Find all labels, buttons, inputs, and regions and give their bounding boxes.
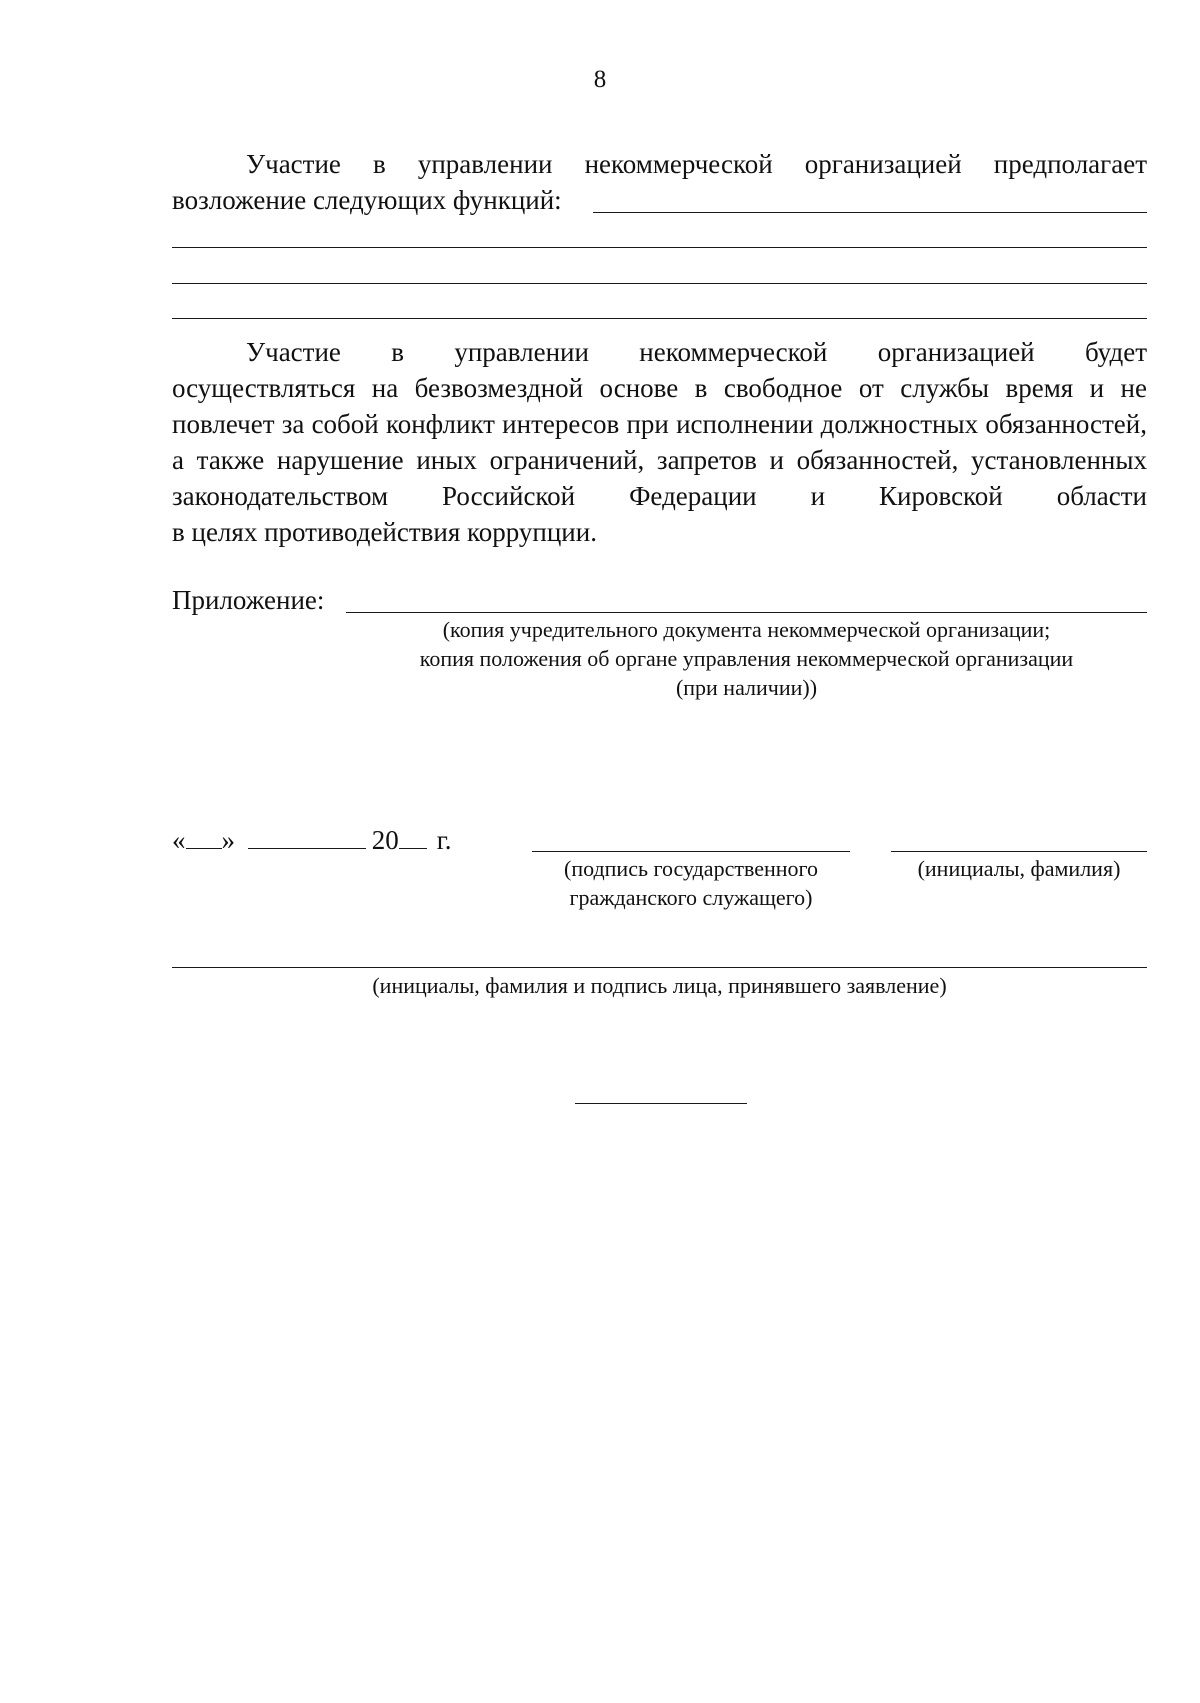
functions-paragraph [172, 146, 1147, 182]
date-year-blank[interactable] [399, 824, 427, 849]
functions-blank-line-1[interactable] [593, 212, 1147, 213]
official-caption-line2: гражданского служащего) [569, 885, 813, 910]
date-open-quote: « [172, 825, 186, 855]
participation-first-line: Участие в управлении некоммерческой организацией будет [246, 337, 1147, 367]
participation-body [172, 370, 1147, 514]
attachment-blank-line[interactable] [346, 612, 1147, 613]
date-year-prefix: 20 [371, 825, 399, 855]
official-signature-caption [520, 854, 862, 912]
date-close-quote: » [221, 825, 235, 855]
receiver-caption: (инициалы, фамилия и подпись лица, принявшего заявление) [372, 973, 947, 998]
functions-blank-line-4[interactable] [172, 318, 1147, 319]
receiver-line[interactable] [172, 967, 1147, 968]
name-caption: (инициалы, фамилия) [917, 856, 1121, 881]
date-block [172, 822, 452, 858]
date-day-blank[interactable] [186, 824, 222, 849]
attachment-caption-line2: копия положения об органе управления некоммерческой организации [419, 646, 1074, 671]
date-year-suffix: г. [436, 825, 452, 855]
functions-paragraph-line2: возложение следующих функций: [172, 185, 562, 215]
participation-body-text: осуществляться на безвозмездной основе в свободное от службы время и не повлечет за собой конфликт интересов при исполнении должностных обязанностей, а также нарушение иных ограничений, запретов и обязанностей, установленных законодательством Российской Федерации и Кировской области [172, 373, 1147, 511]
attachment-caption [346, 615, 1147, 702]
name-signature-line[interactable] [891, 851, 1147, 852]
attachment-caption-line1: (копия учредительного документа некоммерческой организации; [442, 617, 1051, 642]
participation-last-line: в целях противодействия коррупции. [172, 517, 597, 547]
date-month-blank[interactable] [248, 824, 366, 849]
closing-divider [575, 1103, 747, 1104]
page-number: 8 [593, 66, 607, 93]
participation-paragraph [172, 334, 1147, 550]
functions-paragraph-line1: Участие в управлении некоммерческой организацией предполагает [246, 149, 1147, 179]
functions-blank-line-2[interactable] [172, 247, 1147, 248]
official-caption-line1: (подпись государственного [564, 856, 818, 881]
attachment-caption-line3: (при наличии)) [675, 675, 818, 700]
official-signature-line[interactable] [532, 851, 850, 852]
functions-blank-line-3[interactable] [172, 283, 1147, 284]
attachment-label: Приложение: [172, 585, 325, 615]
